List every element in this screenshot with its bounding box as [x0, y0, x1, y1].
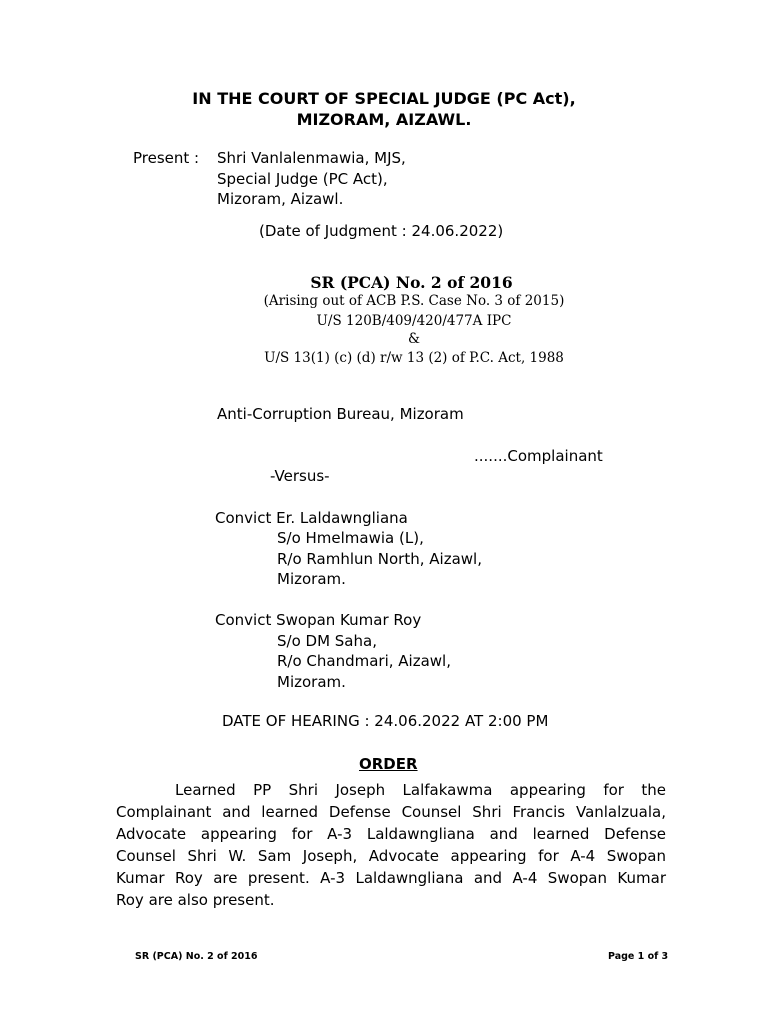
accused1-name: Convict Er. Laldawngliana [215, 509, 408, 527]
judgment-date: (Date of Judgment : 24.06.2022) [259, 222, 504, 240]
court-title-line2: MIZORAM, AIZAWL. [296, 110, 472, 129]
complainant-role: .......Complainant [474, 447, 603, 465]
order-line: Kumar Roy are present. A-3 Laldawngliana and A-4 Swopan Kumar [116, 869, 666, 887]
judge-designation: Special Judge (PC Act), [217, 170, 388, 188]
footer-case-number: SR (PCA) No. 2 of 2016 [135, 951, 258, 962]
footer-page-number: Page 1 of 3 [608, 951, 669, 962]
order-line: Complainant and learned Defense Counsel Shri Francis Vanlalzuala, [116, 803, 666, 821]
accused1-state: Mizoram. [277, 570, 346, 588]
judge-name: Shri Vanlalenmawia, MJS, [217, 149, 406, 167]
versus-label: -Versus- [270, 467, 330, 485]
order-line: Counsel Shri W. Sam Joseph, Advocate appearing for A-4 Swopan [116, 847, 666, 865]
order-line: Learned PP Shri Joseph Lalfakawma appearing for the [175, 781, 666, 799]
accused2-state: Mizoram. [277, 673, 346, 691]
order-paragraph [116, 779, 666, 911]
case-number: SR (PCA) No. 2 of 2016 [310, 273, 513, 292]
accused1-parent: S/o Hmelmawia (L), [277, 529, 424, 547]
accused2-parent: S/o DM Saha, [277, 632, 377, 650]
present-label: Present : [133, 149, 200, 167]
hearing-date: DATE OF HEARING : 24.06.2022 AT 2:00 PM [222, 712, 549, 730]
order-line: Advocate appearing for A-3 Laldawngliana and learned Defense [116, 825, 666, 843]
accused2-residence: R/o Chandmari, Aizawl, [277, 652, 451, 670]
case-ampersand: & [407, 331, 421, 347]
accused2-name: Convict Swopan Kumar Roy [215, 611, 422, 629]
case-sections-pc-act: U/S 13(1) (c) (d) r/w 13 (2) of P.C. Act, 1988 [264, 350, 564, 366]
order-line: Roy are also present. [116, 891, 275, 909]
judge-place: Mizoram, Aizawl. [217, 190, 344, 208]
case-sections-ipc: U/S 120B/409/420/477A IPC [316, 313, 512, 329]
order-heading: ORDER [359, 755, 418, 773]
accused1-residence: R/o Ramhlun North, Aizawl, [277, 550, 482, 568]
court-title-line1: IN THE COURT OF SPECIAL JUDGE (PC Act), [192, 89, 576, 108]
complainant-name: Anti-Corruption Bureau, Mizoram [217, 405, 464, 423]
case-arising: (Arising out of ACB P.S. Case No. 3 of 2015) [263, 293, 565, 309]
